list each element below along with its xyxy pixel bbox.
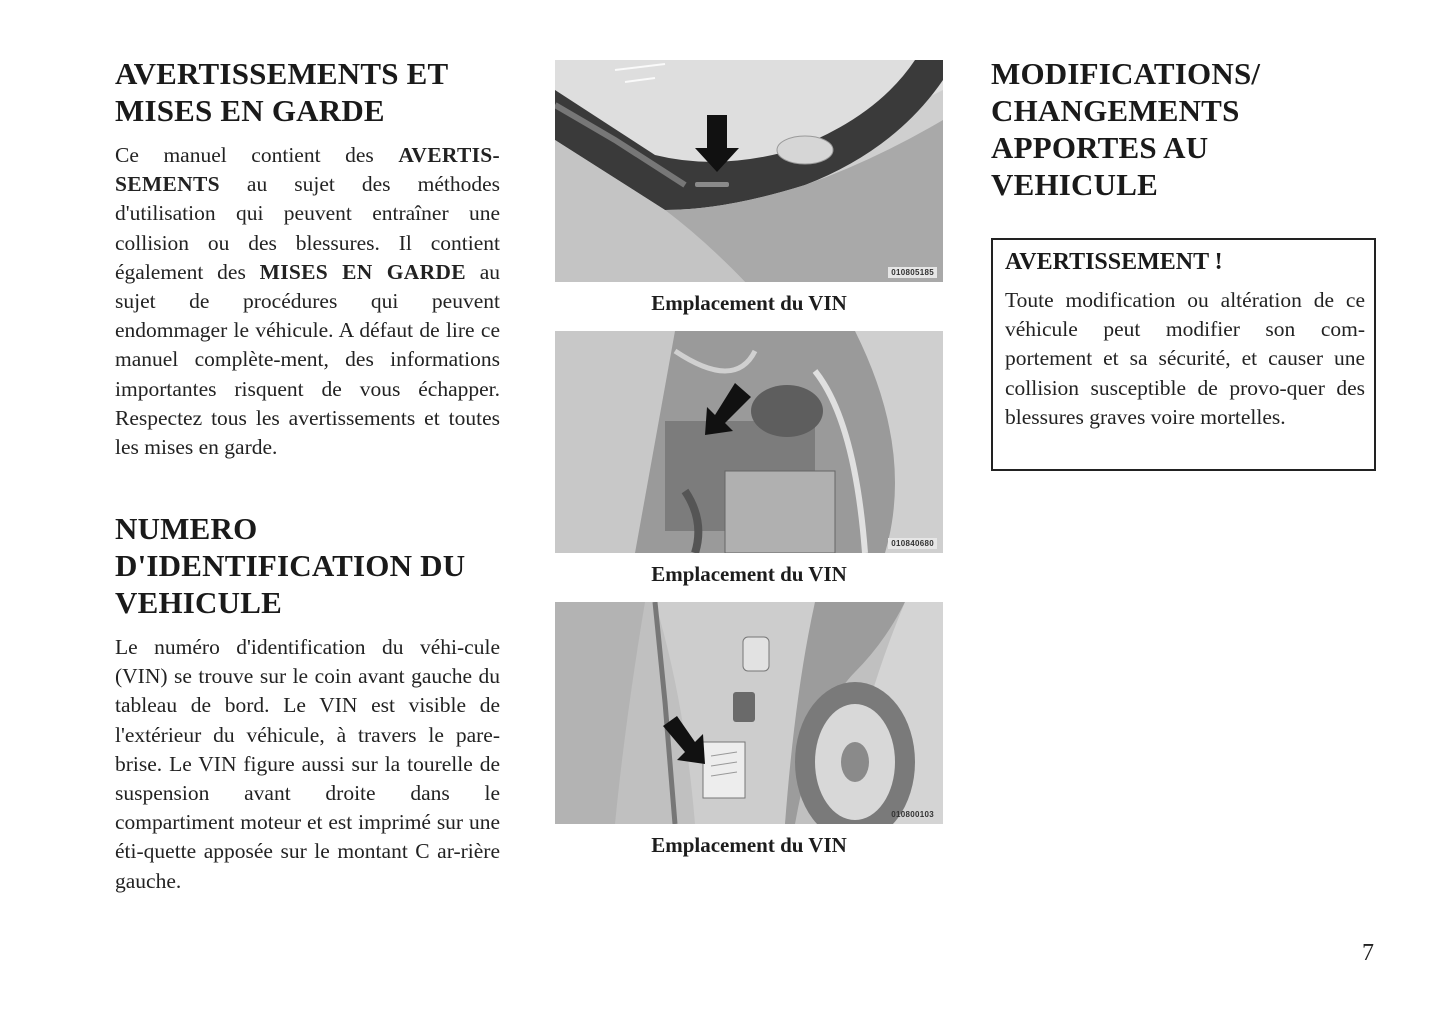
figure-vin-c-pillar [555,602,943,824]
engine-bay-illustration [555,331,943,553]
warning-box [991,238,1376,471]
section-title-numero-identification: NUMERO D'IDENTIFICATION DU VEHICULE [115,511,466,620]
figure-code: 010805185 [888,267,937,278]
numero-paragraph: Le numéro d'identification du véhi-cule (VIN) se trouve sur le coin avant gauche du tableau de bord. Le VIN est visible de l'extérieur du véhicule, à travers le pare-brise. Le VIN figure aussi sur la tourelle de suspension avant droite dans le compartiment moteur et est imprimé sur une éti-quette apposée sur le montant C ar-rière gauche. [115,635,500,893]
avertissements-paragraph [115,141,500,462]
figure-caption: Emplacement du VIN [651,291,847,315]
avert-text-3: au sujet de procédures qui peuvent endommager le véhicule. A défaut de lire ce manuel complète-ment, des informations importantes risquent de vous échapper. Respectez tous les avertissements et toutes les mises en garde. [115,259,500,460]
avert-text-2: au sujet des méthodes d'utilisation qui peuvent entraîner une collision ou des blessures. Il contient également des [115,172,500,284]
figure-caption: Emplacement du VIN [651,562,847,586]
figure-vin-engine-bay [555,331,943,553]
page-number: 7 [1362,940,1374,966]
figure-code: 010800103 [891,810,934,819]
section-title-avertissements: AVERTISSEMENTS ET MISES EN GARDE [115,56,449,128]
warning-title: AVERTISSEMENT ! [1005,249,1223,275]
section-title-modifications: MODIFICATIONS/ CHANGEMENTS APPORTES AU VEHICULE [991,56,1261,202]
warning-text: Toute modification ou altération de ce véhicule peut modifier son com-portement et sa sécurité, et causer une collision susceptible de provo-quer des blessures graves voire mortelles. [1005,288,1365,429]
avert-text-1: Ce manuel contient des [115,143,399,167]
c-pillar-illustration [555,602,943,824]
avert-bold-mises-en-garde: MISES EN GARDE [259,259,466,284]
avert-bold-avertissements: AVERTIS-SEMENTS [115,143,500,197]
windshield-illustration [555,60,943,282]
figure-code: 010840680 [888,538,937,549]
figure-caption: Emplacement du VIN [651,833,847,857]
figure-vin-windshield [555,60,943,282]
